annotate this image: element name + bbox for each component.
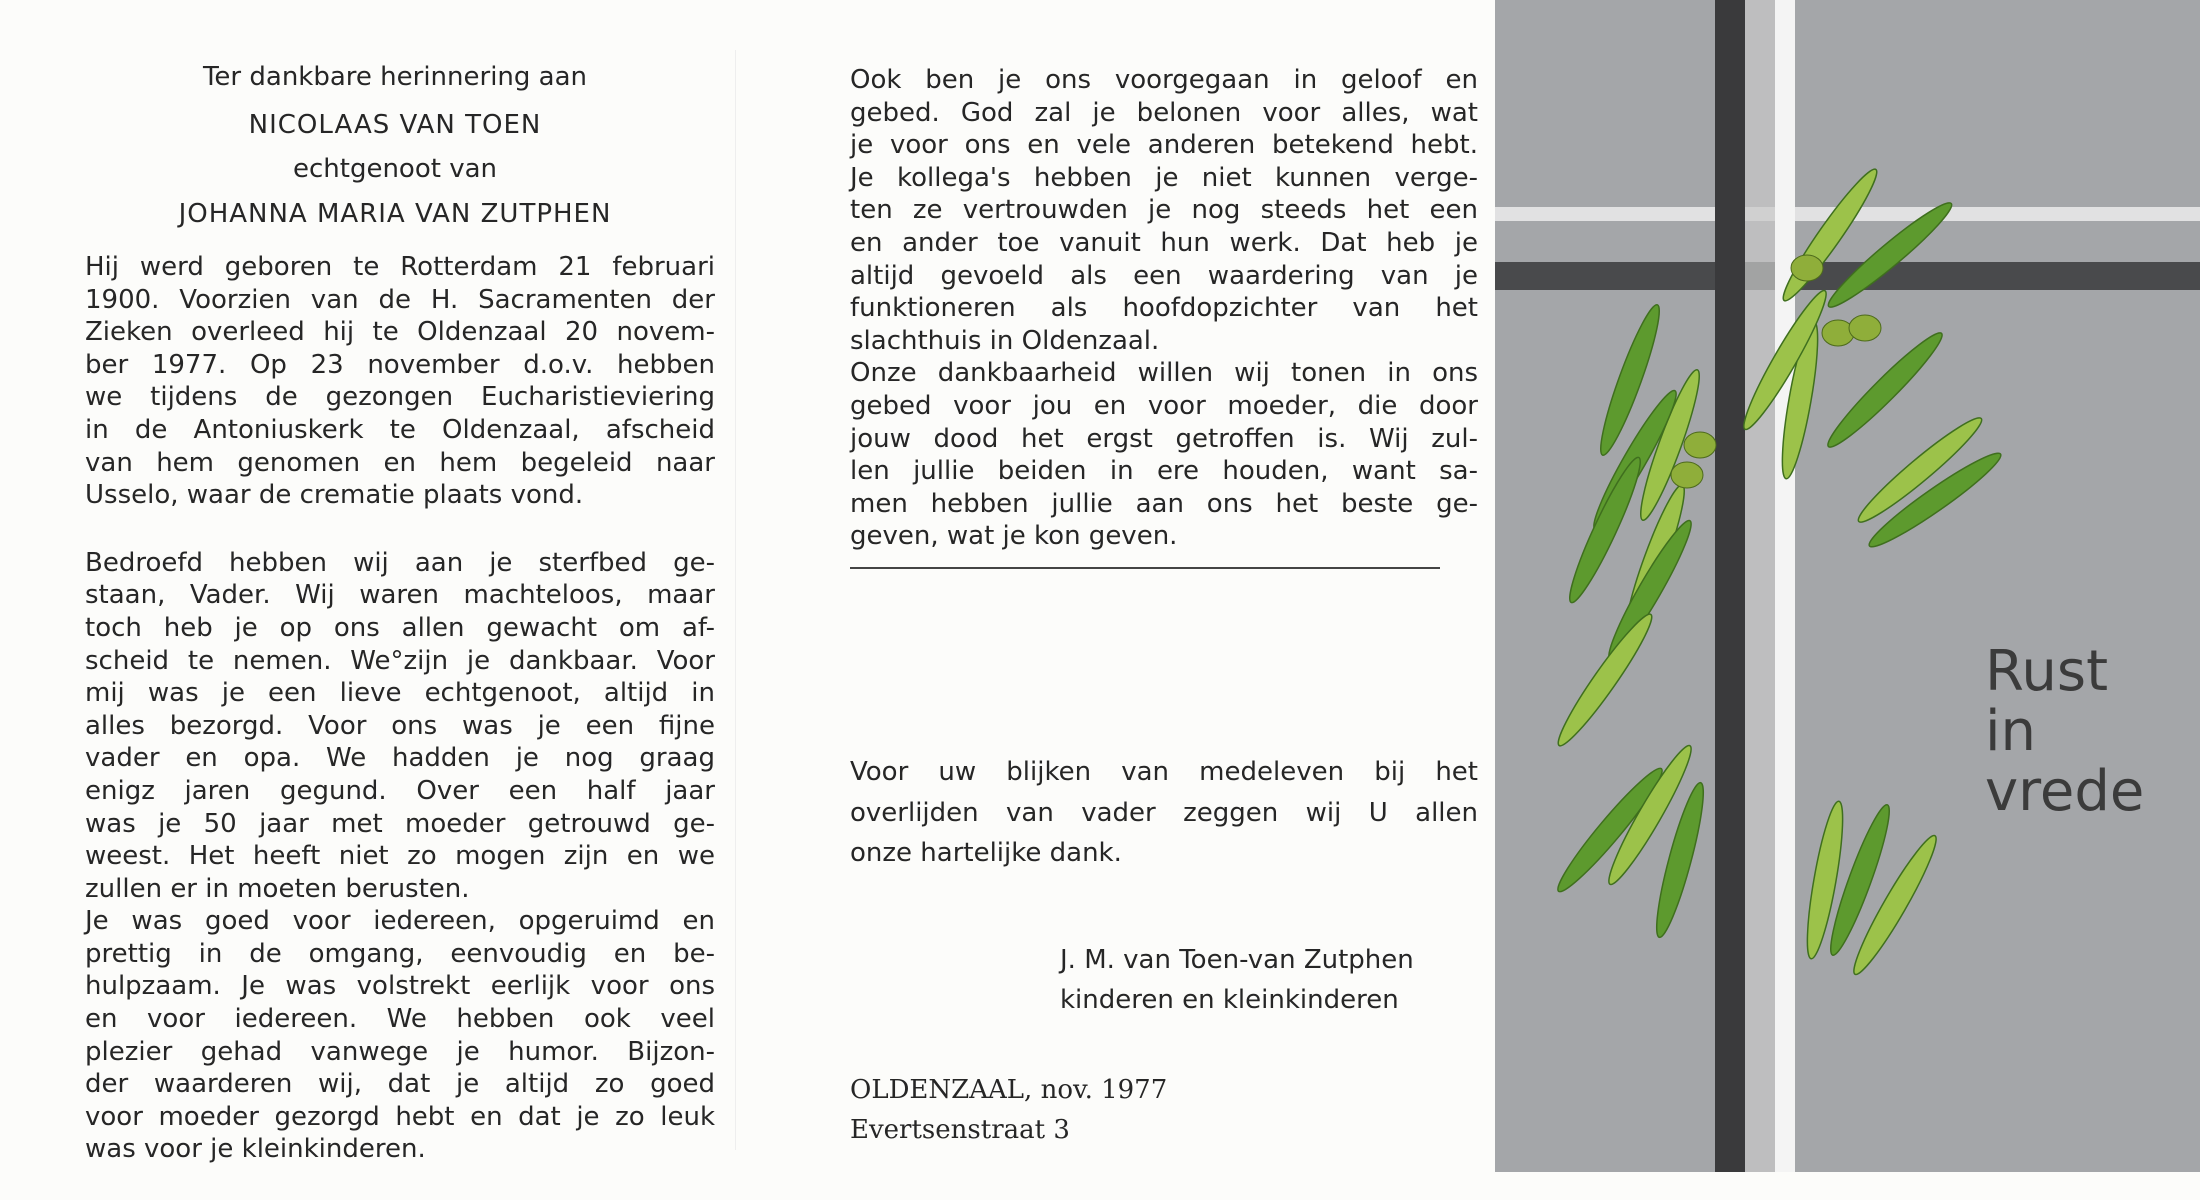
caption-line: in [1985,699,2037,764]
text-line: Je was goed voor iedereen, opgeruimd en [85,906,715,937]
text-line: Hij werd geboren te Rotterdam 21 februari [85,252,715,282]
divider-line [850,567,1440,569]
text-line: Bedroefd hebben wij aan je sterfbed ge- [85,547,715,578]
thanks-text [850,752,1478,874]
address-line: Evertsenstraat 3 [850,1115,1070,1145]
text-line: zullen er in moeten berusten. [85,873,470,904]
text-line: Onze dankbaarheid willen wij tonen in ons [850,358,1478,389]
text-line: Usselo, waar de crematie plaats vond. [85,480,584,511]
art-background [1495,0,2200,1172]
olive-fruit [1849,315,1881,341]
left-column-text [85,251,715,1166]
text-line: altijd gevoeld als een waardering van je [850,260,1478,291]
olive-fruit [1684,432,1716,458]
text-line: staan, Vader. Wij waren machteloos, maar [85,580,715,611]
signature-line: J. M. van Toen-van Zutphen [1060,945,1414,975]
text-line: hulpzaam. Je was volstrekt eerlijk voor ons [85,971,715,1002]
text-line: ten ze vertrouwden je nog steeds het een [850,195,1478,226]
olive-fruit [1822,320,1854,346]
spouse-name: JOHANNA MARIA VAN ZUTPHEN [178,199,612,229]
text-line: en ander toe vanuit hun werk. Dat heb je [850,227,1478,258]
text-line: der waarderen wij, dat je altijd zo goed [85,1069,715,1100]
text-line: was voor je kleinkinderen. [85,1134,426,1165]
text-line: overlijden van vader zeggen wij U allen [850,797,1478,828]
text-line: Ook ben je ons voorgegaan in geloof en [850,65,1478,95]
text-line: len jullie beiden in ere houden, want sa- [850,456,1478,487]
text-line: scheid te nemen. We°zijn je dankbaar. Voor [85,645,715,676]
text-line: gebed. God zal je belonen voor alles, wat [850,97,1478,128]
address-line: OLDENZAAL, nov. 1977 [850,1075,1168,1105]
text-line: en voor iedereen. We hebben ook veel [85,1004,715,1035]
cross-vertical-dark [1715,0,1745,1172]
text-line: geven, wat je kon geven. [850,521,1178,552]
cross-vertical-light [1775,0,1795,1172]
text-line: in de Antoniuskerk te Oldenzaal, afscheid [85,414,715,445]
middle-column-text [850,64,1478,553]
text-line: gebed voor jou en voor moeder, die door [850,390,1478,421]
cross-vertical-texture [1745,0,1775,1172]
text-line: Zieken overleed hij te Oldenzaal 20 novem- [85,317,715,348]
cross-olive-illustration [1495,0,2200,1172]
text-line: ber 1977. Op 23 november d.o.v. hebben [85,349,715,380]
text-line: we tijdens de gezongen Eucharistieviering [85,382,715,413]
text-line: Voor uw blijken van medeleven bij het [850,757,1478,787]
text-line: plezier gehad vanwege je humor. Bijzon- [85,1036,715,1067]
deceased-name: NICOLAAS VAN TOEN [248,110,542,140]
text-line: was je 50 jaar met moeder getrouwd ge- [85,808,715,839]
page-fold [735,50,736,1150]
text-line: prettig in de omgang, eenvoudig en be- [85,938,715,969]
text-line: van hem genomen en hem begeleid naar [85,447,715,478]
text-line: vader en opa. We hadden je nog graag [85,743,715,774]
spouse-intro: echtgenoot van [292,154,497,184]
caption-line: Rust [1985,639,2109,704]
text-line: jouw dood het ergst getroffen is. Wij zul- [850,423,1478,454]
text-line: slachthuis in Oldenzaal. [850,325,1160,356]
text-line: toch heb je op ons allen gewacht om af- [85,612,715,643]
address [850,1070,1167,1150]
text-line: onze hartelijke dank. [850,838,1122,868]
olive-fruit [1671,462,1703,488]
text-line: je voor ons en vele anderen betekend hebt. [850,130,1478,161]
text-line: 1900. Voorzien van de H. Sacramenten der [85,284,715,315]
text-line: enigz jaren gegund. Over een half jaar [85,775,715,806]
signature [1060,940,1414,1020]
text-line: funktioneren als hoofdopzichter van het [850,293,1478,324]
text-line: Je kollega's hebben je niet kunnen verge- [850,162,1478,193]
text-line: weest. Het heeft niet zo mogen zijn en we [85,841,715,872]
caption-line: vrede [1985,759,2145,824]
text-line: men hebben jullie aan ons het beste ge- [850,488,1478,519]
text-line: voor moeder gezorgd hebt en dat je zo leuk [85,1101,715,1132]
text-line: alles bezorgd. Voor ons was je een fijne [85,710,715,741]
text-line: mij was je een lieve echtgenoot, altijd in [85,678,715,709]
signature-line: kinderen en kleinkinderen [1060,985,1399,1015]
memorial-intro: Ter dankbare herinnering aan [202,62,588,92]
olive-fruit [1791,255,1823,281]
